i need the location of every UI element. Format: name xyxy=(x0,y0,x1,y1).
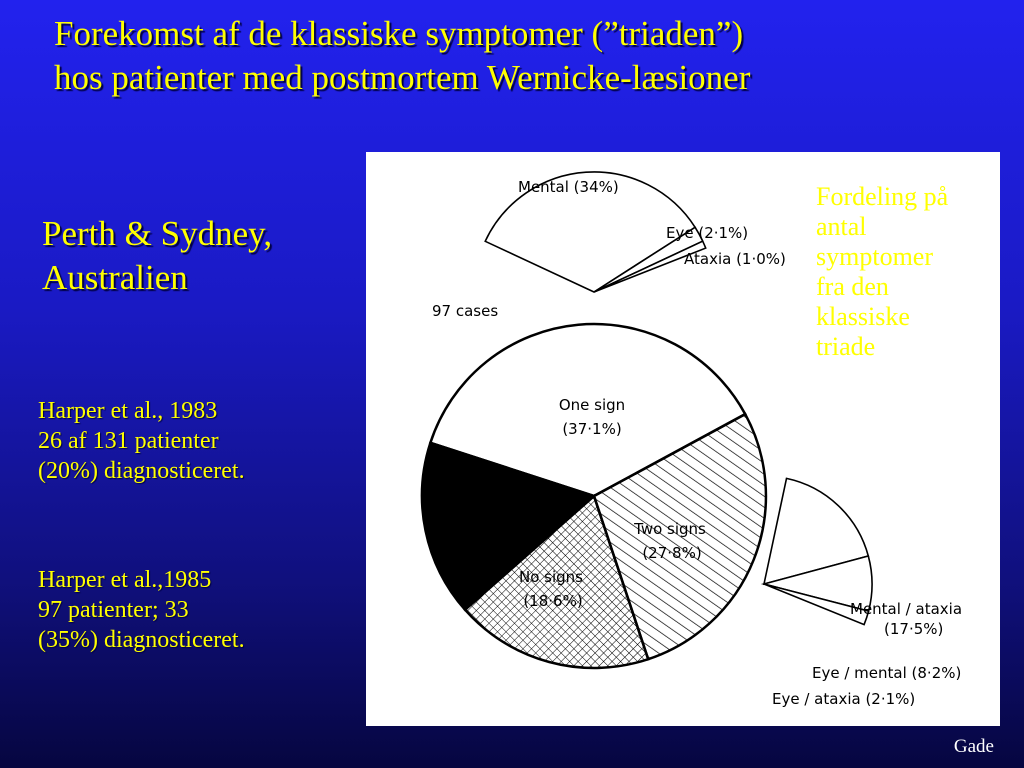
label-classical-triad: Classical triad xyxy=(431,494,537,512)
label-no-signs: No signs xyxy=(519,568,583,586)
case-count-label: 97 cases xyxy=(432,302,499,320)
chart-note-line-3: symptomer xyxy=(816,242,933,271)
slide-title xyxy=(54,12,1014,100)
reference-1983-line-2: 26 af 131 patienter xyxy=(38,428,219,454)
label-three-signs: Three signs xyxy=(430,472,518,490)
chart-note-line-6: triade xyxy=(816,332,876,361)
label-one-sign: One sign xyxy=(558,396,626,414)
chart-note-line-1: Fordeling på xyxy=(816,182,949,211)
value-one-sign: (37·1%) xyxy=(562,420,622,438)
value-two-signs: (27·8%) xyxy=(642,544,702,562)
chart-note xyxy=(816,182,1006,362)
label-two-signs: Two signs xyxy=(634,520,706,538)
label-eye-ataxia: Eye / ataxia (2·1%) xyxy=(772,690,916,708)
title-line-2: hos patienter med postmortem Wernicke-læsioner xyxy=(54,58,751,97)
reference-1983 xyxy=(38,396,358,486)
pie-chart-figure xyxy=(366,152,1000,726)
label-eye-mental: Eye / mental (8·2%) xyxy=(812,664,962,682)
location-line-1: Perth & Sydney, xyxy=(42,214,273,253)
reference-1983-line-3: (20%) diagnosticeret. xyxy=(38,458,245,484)
value-three-signs: (16·5%) xyxy=(444,518,504,536)
chart-note-line-5: klassiske xyxy=(816,302,910,331)
chart-note-line-4: fra den xyxy=(816,272,889,301)
label-eye: Eye (2·1%) xyxy=(666,224,749,242)
value-no-signs: (18·6%) xyxy=(523,592,583,610)
location-heading xyxy=(42,212,272,300)
label-ataxia: Ataxia (1·0%) xyxy=(684,250,786,268)
chart-note-line-2: antal xyxy=(816,212,867,241)
reference-1983-line-1: Harper et al., 1983 xyxy=(38,398,218,424)
title-line-1: Forekomst af de klassiske symptomer (”triaden”) xyxy=(54,14,744,53)
label-mental: Mental (34%) xyxy=(518,178,619,196)
location-line-2: Australien xyxy=(42,258,188,297)
value-mental-ataxia: (17·5%) xyxy=(884,620,944,638)
label-mental-ataxia: Mental / ataxia xyxy=(850,600,963,618)
footer-author: Gade xyxy=(953,736,994,757)
reference-1985-line-3: (35%) diagnosticeret. xyxy=(38,627,245,653)
reference-1985-line-2: 97 patienter; 33 xyxy=(38,597,189,623)
reference-1985 xyxy=(38,565,358,655)
reference-1985-line-1: Harper et al.,1985 xyxy=(38,567,212,593)
